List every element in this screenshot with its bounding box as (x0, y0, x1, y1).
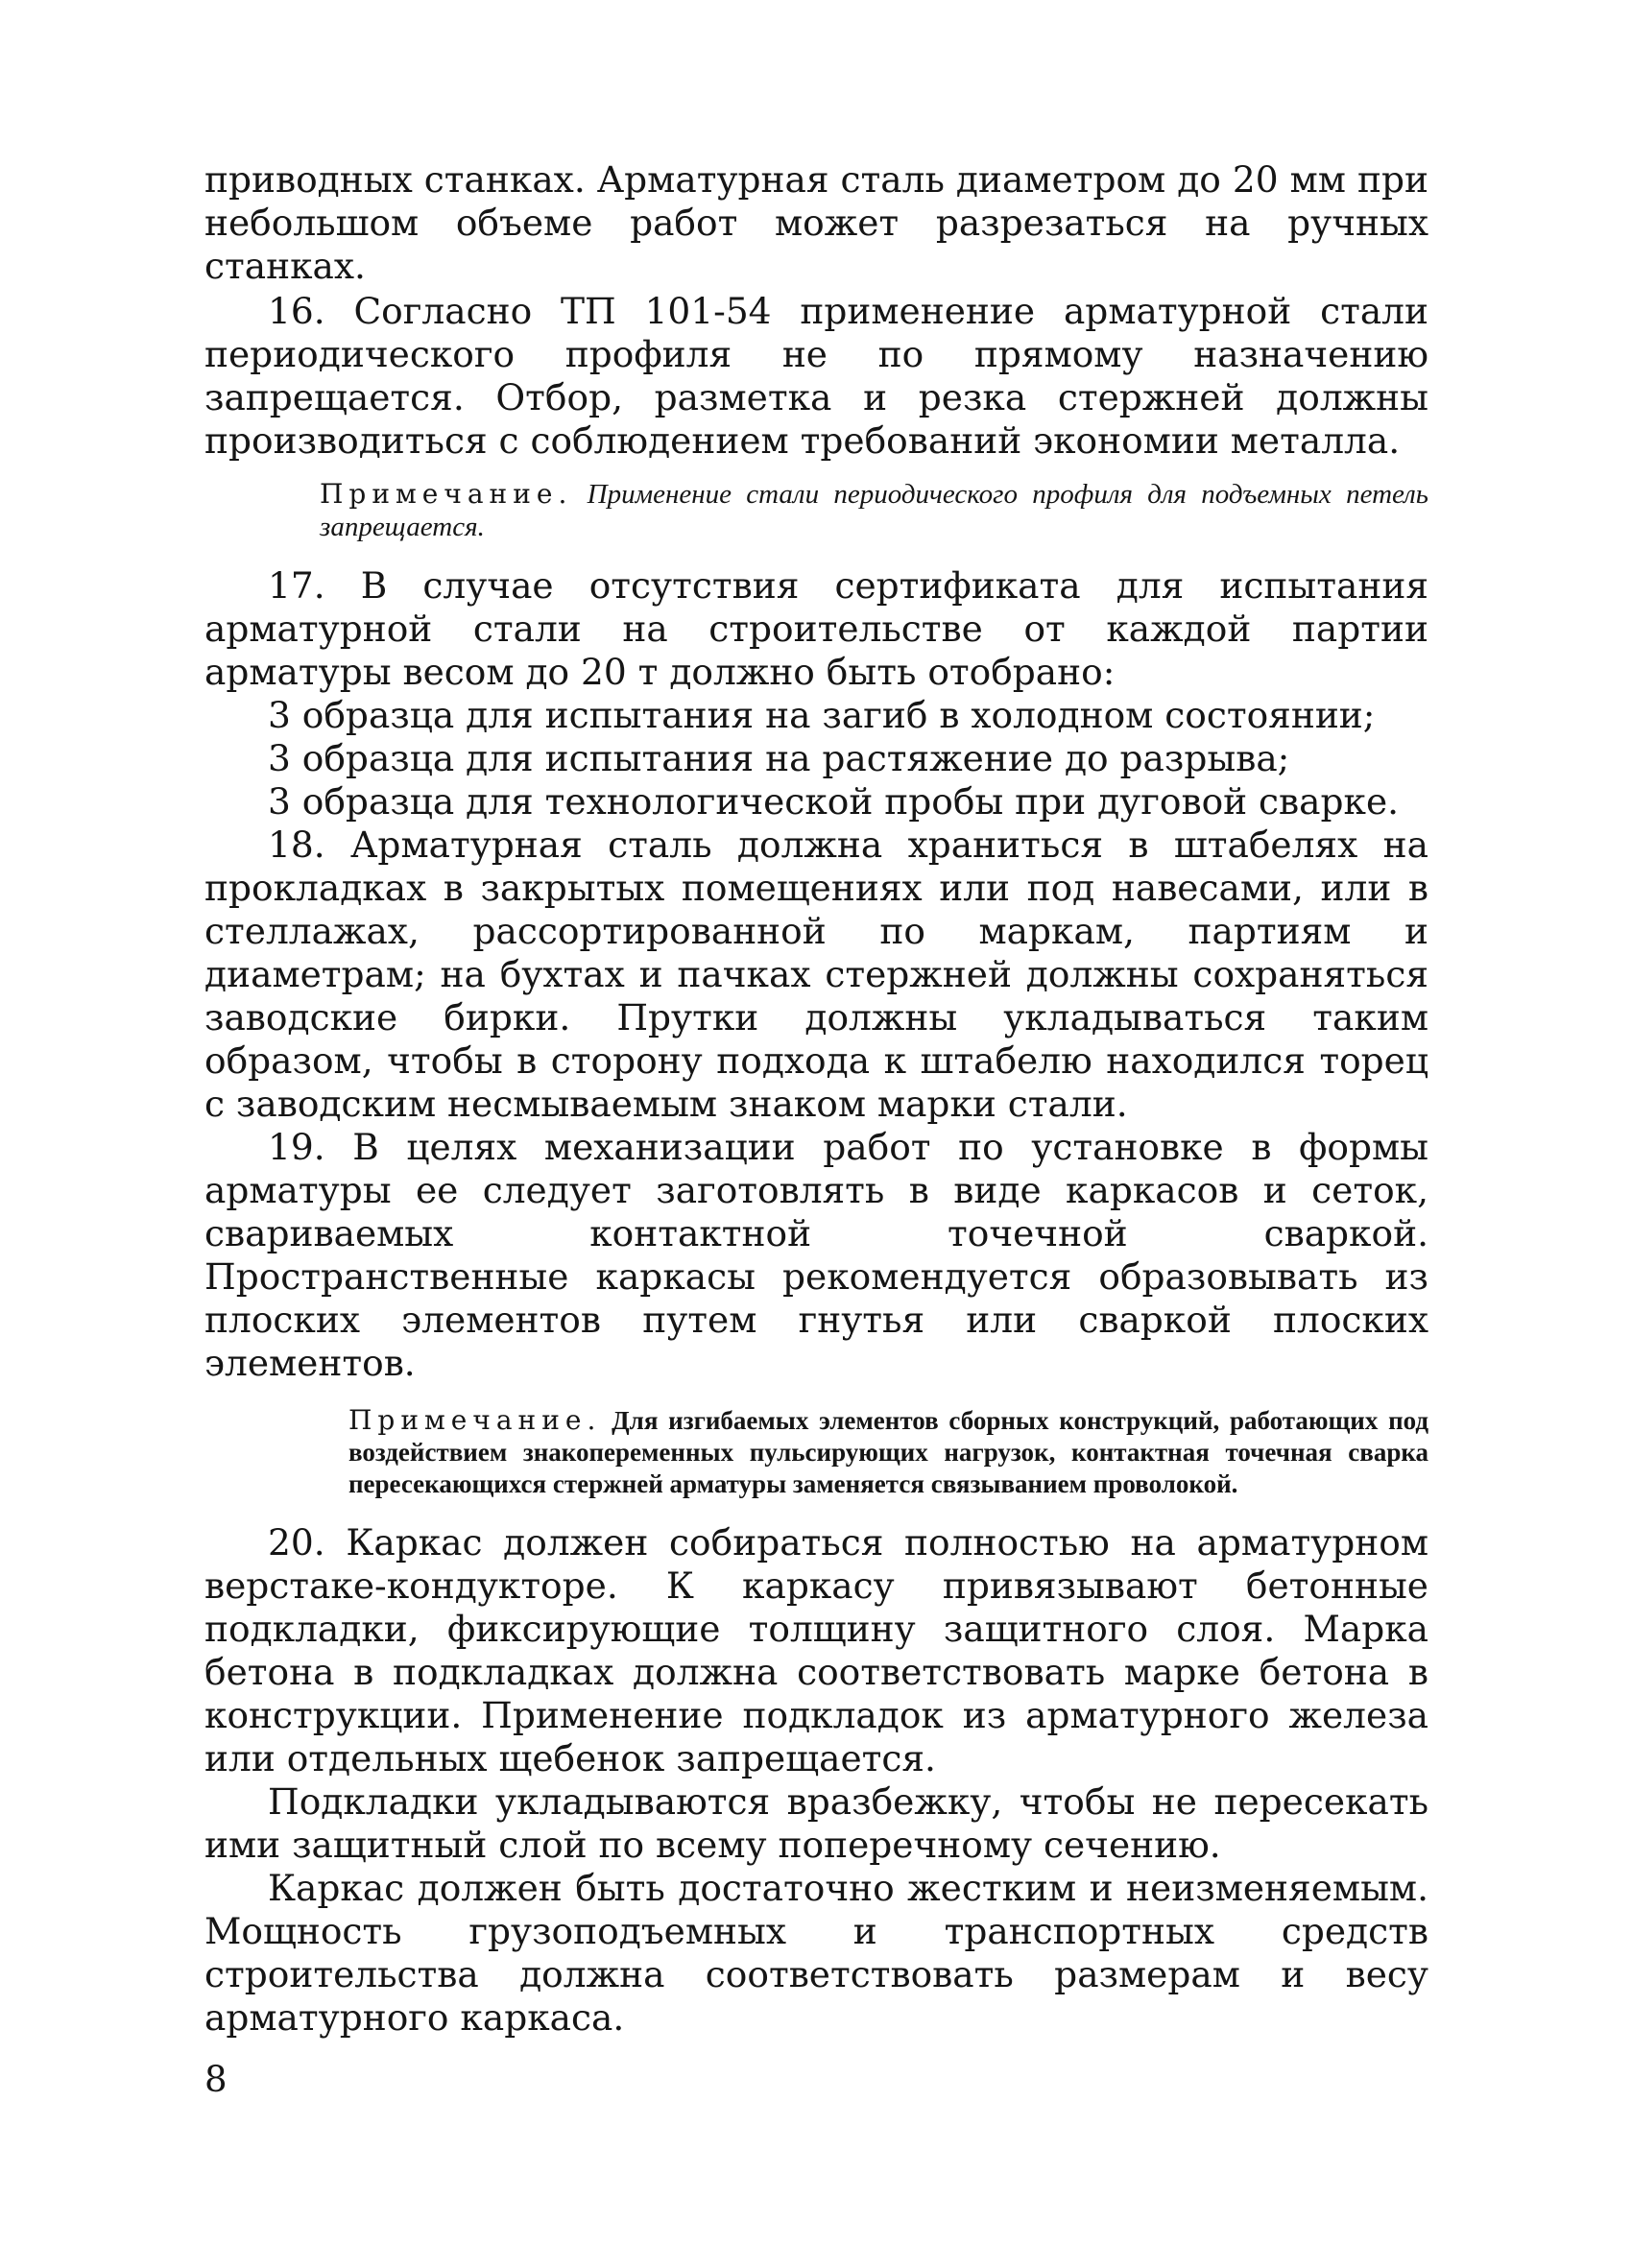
paragraph-17: 17. В случае отсутствия сертификата для испытания арматурной стали на строительстве от каждой партии арматуры весом до 20 т должно быть отобрано: (204, 564, 1428, 693)
note-1 (204, 478, 1428, 543)
note-2-body: Для изгибаемых элементов сборных конструкций, работающих под воздействием знакопеременных пульсирующих нагрузок, контактная точечная сварка пересекающихся стержней арматуры заменяется связыванием проволокой. (348, 1406, 1429, 1498)
note-1-label: Примечание. (320, 478, 573, 510)
paragraph-20: 20. Каркас должен собираться полностью на арматурном верстаке-кондукторе. К каркасу привязывают бетонные подкладки, фиксирующие толщину защитного слоя. Марка бетона в подкладках должна соответствовать марке бетона в конструкции. Применение подкладок из арматурного железа или отдельных щебенок запрещается. (204, 1521, 1428, 1779)
paragraph-17-item-2: 3 образца для испытания на растяжение до разрыва; (268, 737, 1290, 779)
note-1-body: Применение стали периодического профиля для подъемных петель запрещается. (320, 479, 1429, 542)
note-2-label: Примечание. (348, 1404, 602, 1436)
paragraph-17-item-3: 3 образца для технологической пробы при дуговой сварке. (268, 780, 1400, 823)
paragraph-20-c: Каркас должен быть достаточно жестким и неизменяемым. Мощность грузоподъемных и транспортных средств строительства должна соответствовать размерам и весу арматурного каркаса. (204, 1867, 1428, 2039)
paragraph-18: 18. Арматурная сталь должна храниться в штабелях на прокладках в закрытых помещениях или под навесами, или в стеллажах, рассортированной по маркам, партиям и диаметрам; на бухтах и пачках стержней должны сохраняться заводские бирки. Прутки должны укладываться таким образом, чтобы в сторону подхода к штабелю находился торец с заводским несмываемым знаком марки стали. (204, 824, 1428, 1125)
paragraph-continued: приводных станках. Арматурная сталь диаметром до 20 мм при небольшом объеме работ может разрезаться на ручных станках. (204, 158, 1428, 287)
note-1-text (204, 478, 1428, 543)
paragraph-20-b: Подкладки укладываются вразбежку, чтобы не пересекать ими защитный слой по всему поперечному сечению. (204, 1780, 1428, 1866)
paragraph-19: 19. В целях механизации работ по установке в формы арматуры ее следует заготовлять в виде каркасов и сеток, свариваемых контактной точечной сваркой. Пространственные каркасы рекомендуется образовывать из плоских элементов путем гнутья или сваркой плоских элементов. (204, 1126, 1428, 1384)
paragraph-16: 16. Согласно ТП 101-54 применение арматурной стали периодического профиля не по прямому назначению запрещается. Отбор, разметка и резка стержней должны производиться с соблюдением требований экономии металла. (204, 290, 1428, 462)
paragraph-17-item-1: 3 образца для испытания на загиб в холодном состоянии; (268, 694, 1376, 736)
note-2-text (204, 1404, 1428, 1500)
page-number: 8 (204, 2059, 228, 2100)
note-2 (204, 1404, 1428, 1500)
page-body (204, 158, 1428, 2040)
